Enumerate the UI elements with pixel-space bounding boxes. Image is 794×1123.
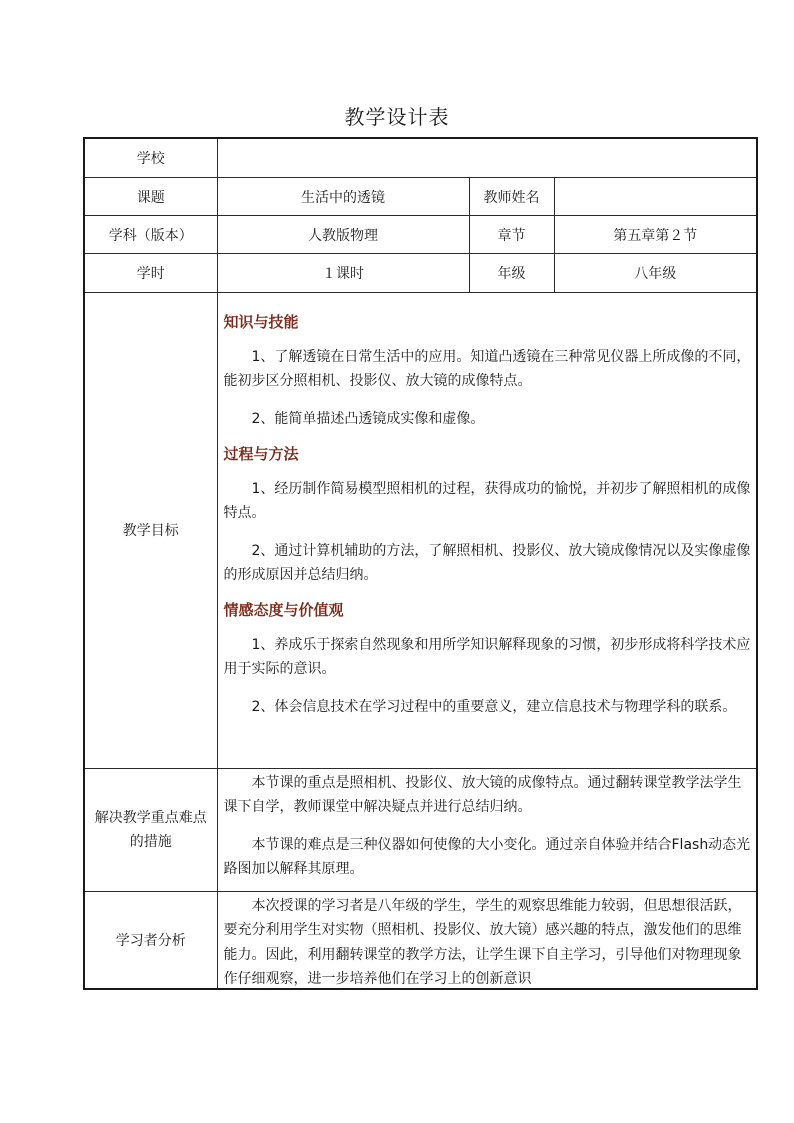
grade-value: 八年级 bbox=[634, 265, 677, 282]
goals-heading-process: 过程与方法 bbox=[223, 444, 299, 463]
goals-label-cell bbox=[84, 292, 217, 768]
goals-content-cell bbox=[217, 292, 757, 768]
teacher-name-label-cell bbox=[469, 177, 554, 215]
chapter-value-cell bbox=[554, 215, 757, 253]
table-row-measures bbox=[84, 768, 757, 891]
table-row-period bbox=[84, 253, 757, 292]
grade-label-cell bbox=[469, 253, 554, 292]
lesson-design-table bbox=[83, 137, 758, 990]
period-label-cell bbox=[84, 253, 217, 292]
subject-label-cell bbox=[84, 215, 217, 253]
school-value-cell bbox=[217, 138, 757, 177]
goals-heading-attitude: 情感态度与价值观 bbox=[223, 600, 344, 619]
topic-value: 生活中的透镜 bbox=[301, 189, 385, 206]
page-title: 教学设计表 bbox=[344, 105, 450, 129]
subject-value: 人教版物理 bbox=[308, 227, 378, 244]
topic-label-cell bbox=[84, 177, 217, 215]
topic-value-cell bbox=[217, 177, 469, 215]
subject-label: 学科（版本） bbox=[108, 227, 193, 244]
goals-process-item-1: 1、经历制作简易模型照相机的过程，获得成功的愉悦，并初步了解照相机的成像特点。 bbox=[223, 480, 751, 521]
subject-value-cell bbox=[217, 215, 469, 253]
measures-content-cell bbox=[217, 768, 757, 891]
table-row-subject bbox=[84, 215, 757, 253]
period-label: 学时 bbox=[136, 265, 165, 282]
learner-item-1: 本次授课的学习者是八年级的学生，学生的观察思维能力较弱，但思想很活跃，要充分利用学生对实物（照相机、投影仪、放大镜）感兴趣的特点，激发他们的思维能力。因此，利用翻转课堂的教学方法，让学生课下自主学习，引导他们对物理现象作仔细观察，进一步培养他们在学习上的创新意识 bbox=[223, 897, 742, 988]
table-row-topic bbox=[84, 177, 757, 215]
school-label-cell bbox=[84, 138, 217, 177]
goals-knowledge-item-1: 1、了解透镜在日常生活中的应用。知道凸透镜在三种常见仪器上所成像的不同，能初步区分照相机、投影仪、放大镜的成像特点。 bbox=[223, 348, 751, 389]
chapter-label: 章节 bbox=[497, 227, 526, 244]
goals-process-item-2: 2、通过计算机辅助的方法，了解照相机、投影仪、放大镜成像情况以及实像虚像的形成原因并总结归纳。 bbox=[223, 542, 751, 583]
period-value: １课时 bbox=[322, 265, 364, 282]
table-row-goals bbox=[84, 292, 757, 768]
school-value bbox=[218, 139, 757, 150]
school-label: 学校 bbox=[136, 151, 165, 167]
goals-attitude-item-1: 1、养成乐于探索自然现象和用所学知识解释现象的习惯，初步形成将科学技术应用于实际的意识。 bbox=[223, 636, 751, 677]
teacher-name-value-cell bbox=[554, 177, 757, 215]
measures-item-2: 本节课的难点是三种仪器如何使像的大小变化。通过亲自体验并结合Flash动态光路图加以解释其原理。 bbox=[223, 836, 751, 877]
measures-label-cell bbox=[84, 768, 217, 891]
learner-content-cell bbox=[217, 891, 757, 989]
table-row-learner bbox=[84, 891, 757, 989]
topic-label: 课题 bbox=[136, 189, 165, 206]
grade-label: 年级 bbox=[497, 265, 526, 282]
goals-heading-knowledge: 知识与技能 bbox=[223, 312, 299, 331]
teacher-name-value bbox=[555, 178, 757, 189]
period-value-cell bbox=[217, 253, 469, 292]
chapter-label-cell bbox=[469, 215, 554, 253]
grade-value-cell bbox=[554, 253, 757, 292]
learner-label: 学习者分析 bbox=[115, 932, 186, 949]
measures-item-1: 本节课的重点是照相机、投影仪、放大镜的成像特点。通过翻转课堂教学法学生课下自学，教师课堂中解决疑点并进行总结归纳。 bbox=[223, 774, 742, 815]
goals-knowledge-item-2: 2、能简单描述凸透镜成实像和虚像。 bbox=[251, 410, 485, 427]
chapter-value: 第五章第２节 bbox=[613, 227, 698, 244]
measures-label: 解决教学重点难点的措施 bbox=[94, 809, 207, 850]
goals-attitude-item-2: 2、体会信息技术在学习过程中的重要意义，建立信息技术与物理学科的联系。 bbox=[251, 698, 737, 715]
table-row-school bbox=[84, 138, 757, 177]
goals-label: 教学目标 bbox=[122, 523, 179, 539]
teacher-name-label: 教师姓名 bbox=[483, 189, 540, 206]
learner-label-cell bbox=[84, 891, 217, 989]
